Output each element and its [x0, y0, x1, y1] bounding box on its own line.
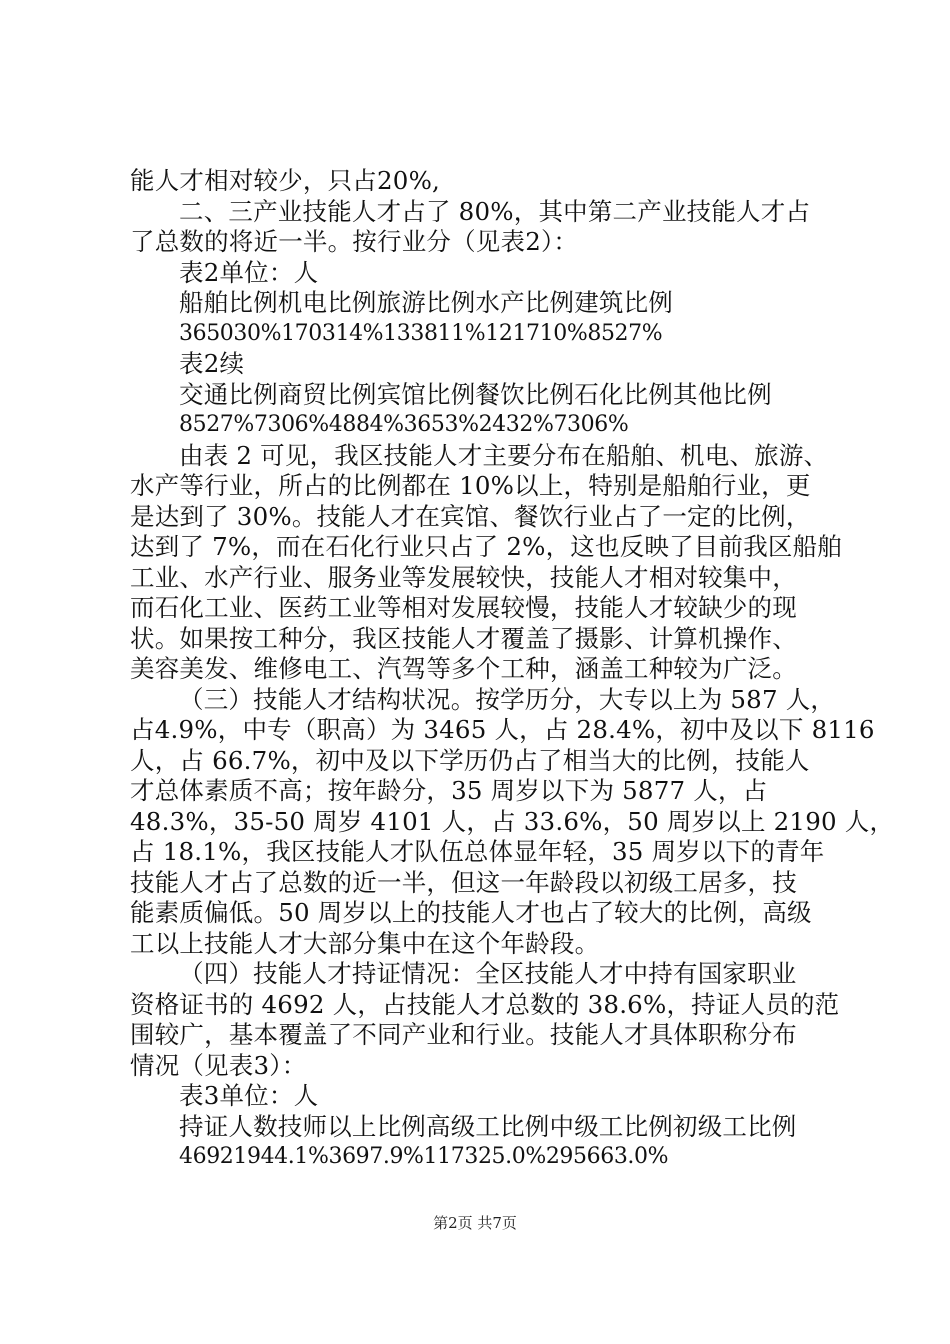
paragraph-line: 才总体素质不高；按年龄分，35 周岁以下为 5877 人，占 [130, 776, 768, 805]
paragraph-line: 是达到了 30%。技能人才在宾馆、餐饮行业占了一定的比例， [130, 501, 811, 531]
body-text [130, 166, 895, 1173]
table-header-row: 船舶比例机电比例旅游比例水产比例建筑比例 [179, 288, 673, 317]
paragraph-line: 工以上技能人才大部分集中在这个年龄段。 [130, 928, 600, 958]
page-number-footer: 第2页 共7页 [433, 1214, 517, 1232]
paragraph-line: 能素质偏低。50 周岁以上的技能人才也占了较大的比例，高级 [130, 898, 812, 927]
paragraph-line: （三）技能人才结构状况。按学历分，大专以上为 587 人， [179, 684, 836, 714]
paragraph-line: 48.3%，35-50 周岁 4101 人，占 33.6%，50 周岁以上 2190 人， [130, 806, 895, 836]
paragraph-line: 达到了 7%，而在石化行业只占了 2%，这也反映了目前我区船舶 [130, 532, 843, 561]
table-header-row: 持证人数技师以上比例高级工比例中级工比例初级工比例 [179, 1111, 797, 1141]
table-value-row: 46921944.1%3697.9%117325.0%295663.0% [179, 1144, 669, 1169]
paragraph-line: 人，占 66.7%，初中及以下学历仍占了相当大的比例，技能人 [130, 745, 810, 775]
paragraph-line: 水产等行业，所占的比例都在 10%以上，特别是船舶行业，更 [130, 471, 811, 500]
table-value-row: 8527%7306%4884%3653%2432%7306% [179, 412, 629, 437]
table-value-row: 365030%170314%133811%121710%8527% [179, 320, 663, 346]
paragraph-line: 工业、水产行业、服务业等发展较快，技能人才相对较集中， [130, 562, 797, 592]
paragraph-line: 围较广，基本覆盖了不同产业和行业。技能人才具体职称分布 [130, 1020, 797, 1049]
paragraph-line: 占 18.1%，我区技能人才队伍总体显年轻，35 周岁以下的青年 [130, 837, 825, 866]
paragraph-line: 状。如果按工种分，我区技能人才覆盖了摄影、计算机操作、 [130, 623, 797, 653]
paragraph-line: 情况（见表3）： [130, 1050, 307, 1080]
paragraph-line: 美容美发、维修电工、汽驾等多个工种，涵盖工种较为广泛。 [130, 654, 797, 683]
table-caption: 表2续 [179, 349, 245, 378]
paragraph-line: （四）技能人才持证情况：全区技能人才中持有国家职业 [179, 959, 797, 988]
paragraph-line: 了总数的将近一半。按行业分（见表2）： [130, 227, 579, 256]
table-caption: 表2单位：人 [179, 257, 319, 287]
paragraph-line: 由表 2 可见，我区技能人才主要分布在船舶、机电、旅游、 [179, 440, 829, 470]
table-header-row: 交通比例商贸比例宾馆比例餐饮比例石化比例其他比例 [179, 379, 772, 409]
paragraph-line: 二、三产业技能人才占了 80%，其中第二产业技能人才占 [179, 196, 811, 226]
paragraph-line: 技能人才占了总数的近一半，但这一年龄段以初级工居多，技 [130, 867, 797, 897]
paragraph-line: 能人才相对较少，只占20%, [130, 166, 441, 195]
table-caption: 表3单位：人 [179, 1081, 319, 1110]
paragraph-line: 占4.9%，中专（职高）为 3465 人，占 28.4%，初中及以下 8116 [130, 715, 875, 744]
paragraph-line: 而石化工业、医药工业等相对发展较慢，技能人才较缺少的现 [130, 593, 797, 622]
paragraph-line: 资格证书的 4692 人，占技能人才总数的 38.6%，持证人员的范 [130, 989, 840, 1019]
